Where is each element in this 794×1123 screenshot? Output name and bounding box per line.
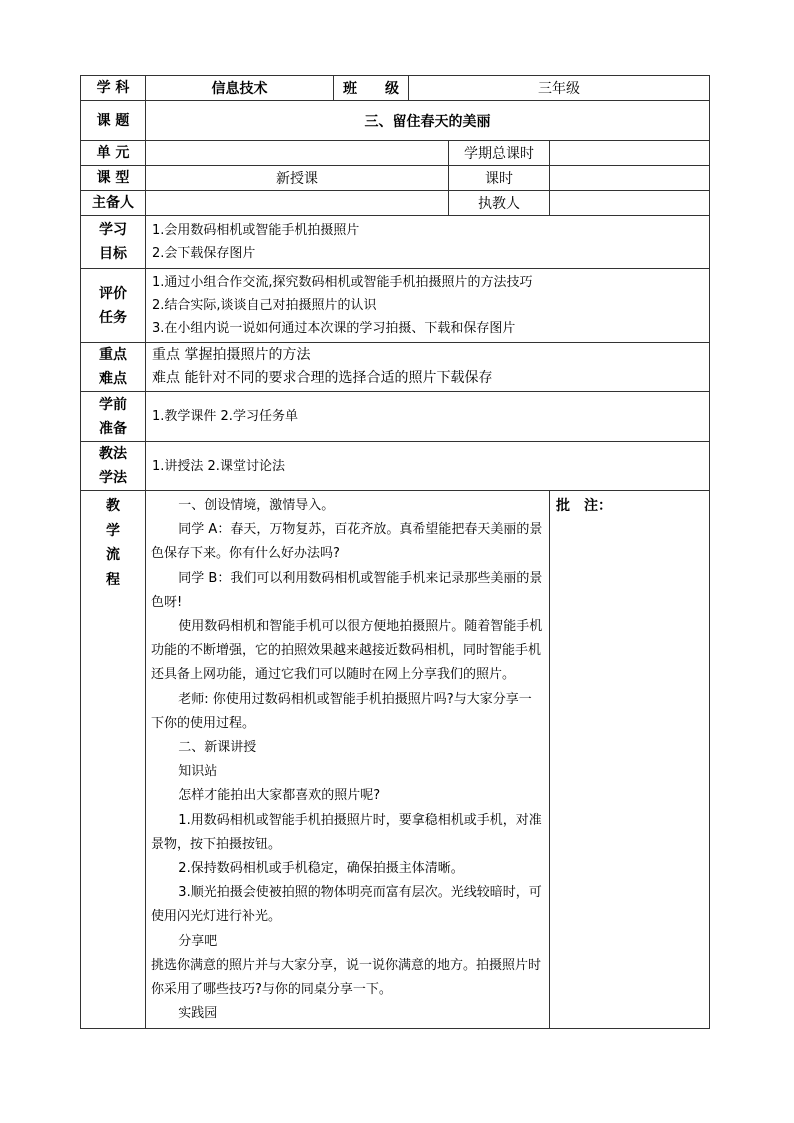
process-paragraph: 老师: 你使用过数码相机或智能手机拍摄照片吗?与大家分享一下你的使用过程。 xyxy=(151,691,532,731)
process-paragraph: 怎样才能拍出大家都喜欢的照片呢? xyxy=(178,788,381,804)
key-points-label: 重点 难点 xyxy=(81,343,146,392)
total-hours-label: 学期总课时 xyxy=(449,141,550,166)
evaluation-content xyxy=(146,269,710,343)
topic-label: 课 题 xyxy=(81,101,146,141)
process-paragraph: 同学 B：我们可以利用数码相机或智能手机来记录那些美丽的景色呀! xyxy=(151,570,543,610)
process-paragraph: 使用数码相机和智能手机可以很方便地拍摄照片。随着智能手机功能的不断增强，它的拍照效果越来越接近数码相机，同时智能手机还具备上网功能，通过它我们可以随时在网上分享我们的照片。 xyxy=(151,619,543,683)
goals-label: 学习 目标 xyxy=(81,216,146,269)
methods-content: 1.讲授法 2.课堂讨论法 xyxy=(146,442,710,491)
teacher-label: 执教人 xyxy=(449,191,550,216)
process-paragraph: 实践园 xyxy=(178,1006,218,1022)
process-paragraph: 1.用数码相机或智能手机拍摄照片时，要拿稳相机或手机，对准景物，按下拍摄按钮。 xyxy=(151,812,542,852)
unit-value xyxy=(146,141,449,166)
type-label: 课 型 xyxy=(81,166,146,191)
lesson-plan-table xyxy=(80,75,710,1029)
teacher-value xyxy=(550,191,710,216)
process-paragraph: 一、创设情境，激情导入。 xyxy=(178,498,335,513)
process-paragraph: 知识站 xyxy=(178,764,218,780)
unit-label: 单 元 xyxy=(81,141,146,166)
evaluation-item: 2.结合实际,谈谈自己对拍摄照片的认识 xyxy=(152,298,377,313)
goal-item: 1.会用数码相机或智能手机拍摄照片 xyxy=(152,223,360,238)
subject-value: 信息技术 xyxy=(146,76,334,101)
preparation-content: 1.教学课件 2.学习任务单 xyxy=(146,392,710,442)
notes-label: 批 注： xyxy=(550,491,710,1029)
key-points-content xyxy=(146,343,710,392)
key-point-item: 难点 能针对不同的要求合理的选择合适的照片下载保存 xyxy=(152,370,493,386)
process-paragraph: 同学 A：春天，万物复苏，百花齐放。真希望能把春天美丽的景色保存下来。你有什么好办法吗? xyxy=(151,522,543,562)
hours-label: 课时 xyxy=(449,166,550,191)
process-paragraph: 挑选你满意的照片并与大家分享，说一说你满意的地方。拍摄照片时你采用了哪些技巧?与你的同桌分享一下。 xyxy=(151,957,542,998)
process-paragraph: 分享吧 xyxy=(178,933,218,949)
class-label: 班 级 xyxy=(334,76,409,101)
preparer-label: 主备人 xyxy=(81,191,146,216)
subject-label: 学 科 xyxy=(81,76,146,101)
process-paragraph: 二、新课讲授 xyxy=(178,740,257,756)
total-hours-value xyxy=(550,141,710,166)
evaluation-item: 3.在小组内说一说如何通过本次课的学习拍摄、下载和保存图片 xyxy=(152,321,516,336)
type-value: 新授课 xyxy=(146,166,449,191)
goals-content xyxy=(146,216,710,269)
class-value: 三年级 xyxy=(409,76,710,101)
methods-label: 教法 学法 xyxy=(81,442,146,491)
hours-value xyxy=(550,166,710,191)
process-paragraph: 2.保持数码相机或手机稳定，确保拍摄主体清晰。 xyxy=(178,861,464,877)
process-content xyxy=(146,491,550,1029)
evaluation-item: 1.通过小组合作交流,探究数码相机或智能手机拍摄照片的方法技巧 xyxy=(152,275,533,290)
process-label: 教 学 流 程 xyxy=(81,491,146,1029)
preparer-value xyxy=(146,191,449,216)
preparation-label: 学前 准备 xyxy=(81,392,146,442)
topic-value: 三、留住春天的美丽 xyxy=(146,101,710,141)
key-point-item: 重点 掌握拍摄照片的方法 xyxy=(152,347,311,363)
evaluation-label: 评价 任务 xyxy=(81,269,146,343)
goal-item: 2.会下载保存图片 xyxy=(152,246,256,261)
process-paragraph: 3.顺光拍摄会使被拍照的物体明亮而富有层次。光线较暗时，可使用闪光灯进行补光。 xyxy=(151,885,542,925)
